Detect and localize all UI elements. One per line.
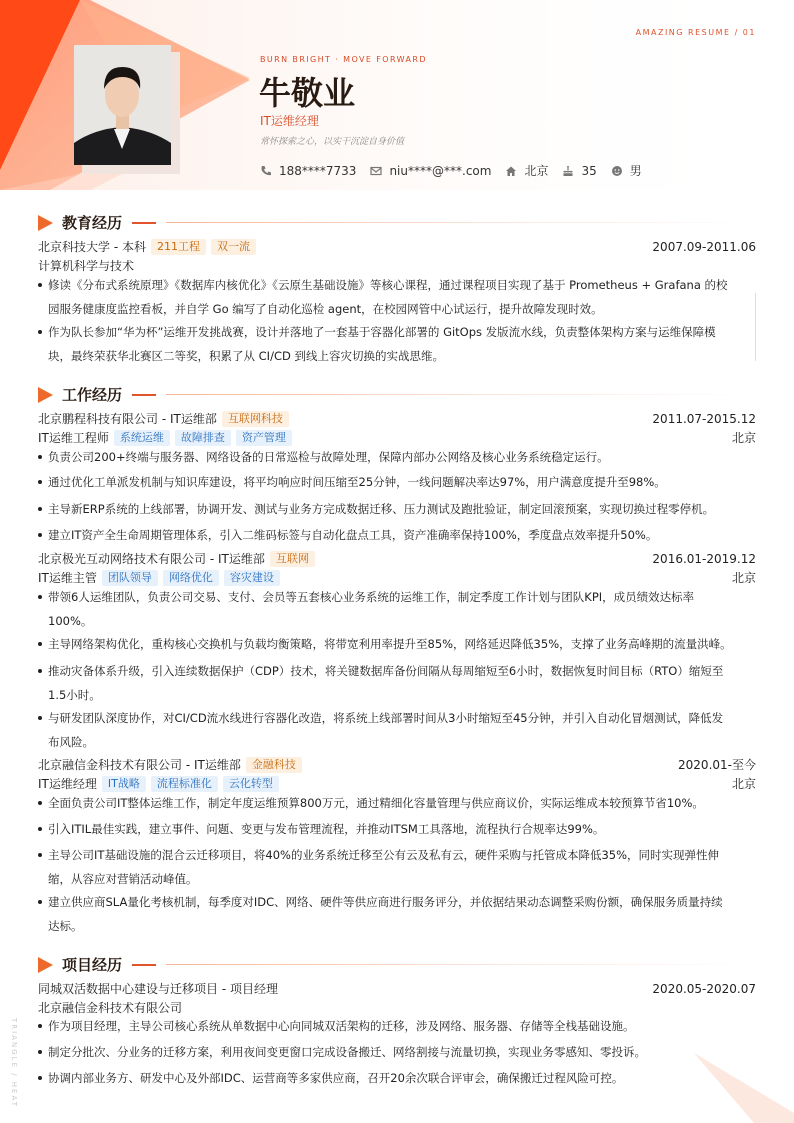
section-title: 项目经历 (62, 956, 123, 974)
industry-tag: 互联网科技 (222, 411, 289, 427)
school-tag: 211工程 (151, 239, 206, 255)
list-item: 作为项目经理，主导公司核心系统从单数据中心向同城双活架构的迁移，涉及网络、服务器、存储等全栈基础设施。 (38, 1014, 756, 1038)
phone-icon (260, 165, 272, 177)
list-item: 协调内部业务方、研发中心及外部IDC、运营商等多家供应商，召开20余次联合评审会，确保搬迁过程风险可控。 (38, 1066, 756, 1090)
job-date: 2016.01-2019.12 (652, 551, 756, 566)
list-item: 主导网络架构优化，重构核心交换机与负载均衡策略，将带宽利用率提升至85%，网络延迟降低35%，支撑了业务高峰期的流量洪峰。 (38, 632, 756, 656)
home-icon (505, 165, 517, 177)
job-company-row (38, 756, 756, 773)
company-name: 北京融信金科技术有限公司 - IT运维部 (38, 758, 241, 772)
motto: BURN BRIGHT · MOVE FORWARD (260, 55, 427, 64)
project-date: 2020.05-2020.07 (652, 981, 756, 996)
skill-tag: 资产管理 (236, 430, 292, 446)
skill-tag: 容灾建设 (224, 570, 280, 586)
mail-icon (370, 165, 382, 177)
corner-tag: AMAZING RESUME / 01 (635, 28, 756, 37)
contact-city: 北京 (505, 162, 548, 179)
industry-tag: 互联网 (270, 551, 315, 567)
contact-phone: 188****7733 (260, 164, 356, 178)
section-title: 教育经历 (62, 214, 123, 232)
industry-tag: 金融科技 (246, 757, 302, 773)
skill-tag: 流程标准化 (151, 776, 218, 792)
personal-slogan: 常怀探索之心，以实干沉淀自身价值 (260, 137, 405, 147)
project-name: 同城双活数据中心建设与迁移项目 - 项目经理 (38, 982, 278, 996)
triangle-icon (38, 387, 53, 403)
job-city: 北京 (731, 571, 756, 585)
job-date: 2011.07-2015.12 (652, 411, 756, 426)
skill-tag: 网络优化 (163, 570, 219, 586)
position: IT运维经理 (38, 777, 97, 791)
job-position-row (38, 429, 756, 446)
education-school-row (38, 238, 756, 255)
skill-tag: 系统运维 (114, 430, 170, 446)
section-header-projects (38, 954, 756, 975)
education-major-row (38, 257, 756, 274)
school-tag: 双一流 (211, 239, 256, 255)
contact-info (260, 162, 656, 179)
project-row (38, 980, 756, 997)
contact-gender: 男 (611, 162, 642, 179)
section-header-education (38, 212, 756, 233)
triangle-icon (38, 957, 53, 973)
user-icon (611, 165, 623, 177)
skill-tag: 云化转型 (223, 776, 279, 792)
skill-tag: 团队领导 (102, 570, 158, 586)
list-item: 作为队长参加“华为杯”运维开发挑战赛，设计并落地了一套基于容器化部署的 GitOps 发版流水线，负责整体架构方案与运维保障模 块，最终荣获华北赛区二等奖，积累了从 CI/CD 到线上容灾切换的实战思维。 (38, 320, 756, 368)
job-city: 北京 (731, 777, 756, 791)
list-item: 引入ITIL最佳实践，建立事件、问题、变更与发布管理流程，并推动ITSM工具落地，流程执行合规率达99%。 (38, 817, 756, 841)
position: IT运维工程师 (38, 431, 109, 445)
job-city: 北京 (731, 431, 756, 445)
side-text: TRIANGLE / HEAT (10, 1018, 18, 1108)
job-position-row (38, 775, 756, 792)
job-title: IT运维经理 (260, 114, 319, 128)
list-item: 建立供应商SLA量化考核机制，每季度对IDC、网络、硬件等供应商进行服务评分，并依据结果动态调整采购份额，确保服务质量持续 达标。 (38, 890, 756, 938)
list-item: 全面负责公司IT整体运维工作，制定年度运维预算800万元，通过精细化容量管理与供应商议价，实际运维成本较预算节省10%。 (38, 791, 756, 815)
list-item: 通过优化工单派发机制与知识库建设，将平均响应时间压缩至25分钟，一线问题解决率达97%，用户满意度提升至98%。 (38, 470, 756, 494)
candidate-name: 牛敬业 (259, 74, 356, 112)
contact-age: 35 (562, 164, 596, 178)
position: IT运维主管 (38, 571, 97, 585)
job-date: 2020.01-至今 (678, 758, 756, 772)
company-name: 北京极光互动网络技术有限公司 - IT运维部 (38, 552, 265, 566)
company-name: 北京鹏程科技有限公司 - IT运维部 (38, 412, 217, 426)
triangle-icon (38, 215, 53, 231)
education-date: 2007.09-2011.06 (652, 239, 756, 254)
list-item: 修读《分布式系统原理》《数据库内核优化》《云原生基础设施》等核心课程，通过课程项目实现了基于 Prometheus + Grafana 的校 园服务健康度监控看板，并自学 Go 编写了自动化巡检 agent，在校园网管中心试运行，提升故障发现时效。 (38, 273, 756, 321)
skill-tag: 故障排查 (175, 430, 231, 446)
school-name: 北京科技大学 - 本科 (38, 240, 146, 254)
list-item: 建立IT资产全生命周期管理体系，引入二维码标签与自动化盘点工具，资产准确率保持100%，季度盘点效率提升50%。 (38, 523, 756, 547)
job-company-row (38, 410, 756, 427)
list-item: 制定分批次、分业务的迁移方案，利用夜间变更窗口完成设备搬迁、网络割接与流量切换，实现业务零感知、零投诉。 (38, 1040, 756, 1064)
skill-tag: IT战略 (102, 776, 146, 792)
job-position-row (38, 569, 756, 586)
list-item: 推动灾备体系升级，引入连续数据保护（CDP）技术，将关键数据库备份间隔从每周缩短至6小时，数据恢复时间目标（RTO）缩短至 1.5小时。 (38, 659, 756, 707)
section-title: 工作经历 (62, 386, 123, 404)
list-item: 负责公司200+终端与服务器、网络设备的日常巡检与故障处理，保障内部办公网络及核心业务系统稳定运行。 (38, 445, 756, 469)
avatar (74, 45, 171, 165)
major: 计算机科学与技术 (38, 259, 135, 273)
contact-email: niu****@***.com (370, 164, 491, 178)
list-item: 带领6人运维团队，负责公司交易、支付、会员等五套核心业务系统的运维工作，制定季度工作计划与团队KPI，成员绩效达标率 100%。 (38, 585, 756, 633)
cake-icon (562, 165, 574, 177)
project-org: 北京融信金科技术有限公司 (38, 1001, 183, 1015)
section-header-work (38, 384, 756, 405)
list-item: 主导新ERP系统的上线部署，协调开发、测试与业务方完成数据迁移、压力测试及跑批验证，制定回滚预案，实现切换过程零停机。 (38, 497, 756, 521)
list-item: 与研发团队深度协作，对CI/CD流水线进行容器化改造，将系统上线部署时间从3小时缩短至45分钟，并引入自动化冒烟测试，降低发 布风险。 (38, 706, 756, 754)
list-item: 主导公司IT基础设施的混合云迁移项目，将40%的业务系统迁移至公有云及私有云，硬件采购与托管成本降低35%，同时实现弹性伸 缩，从容应对营销活动峰值。 (38, 843, 756, 891)
job-company-row (38, 550, 756, 567)
